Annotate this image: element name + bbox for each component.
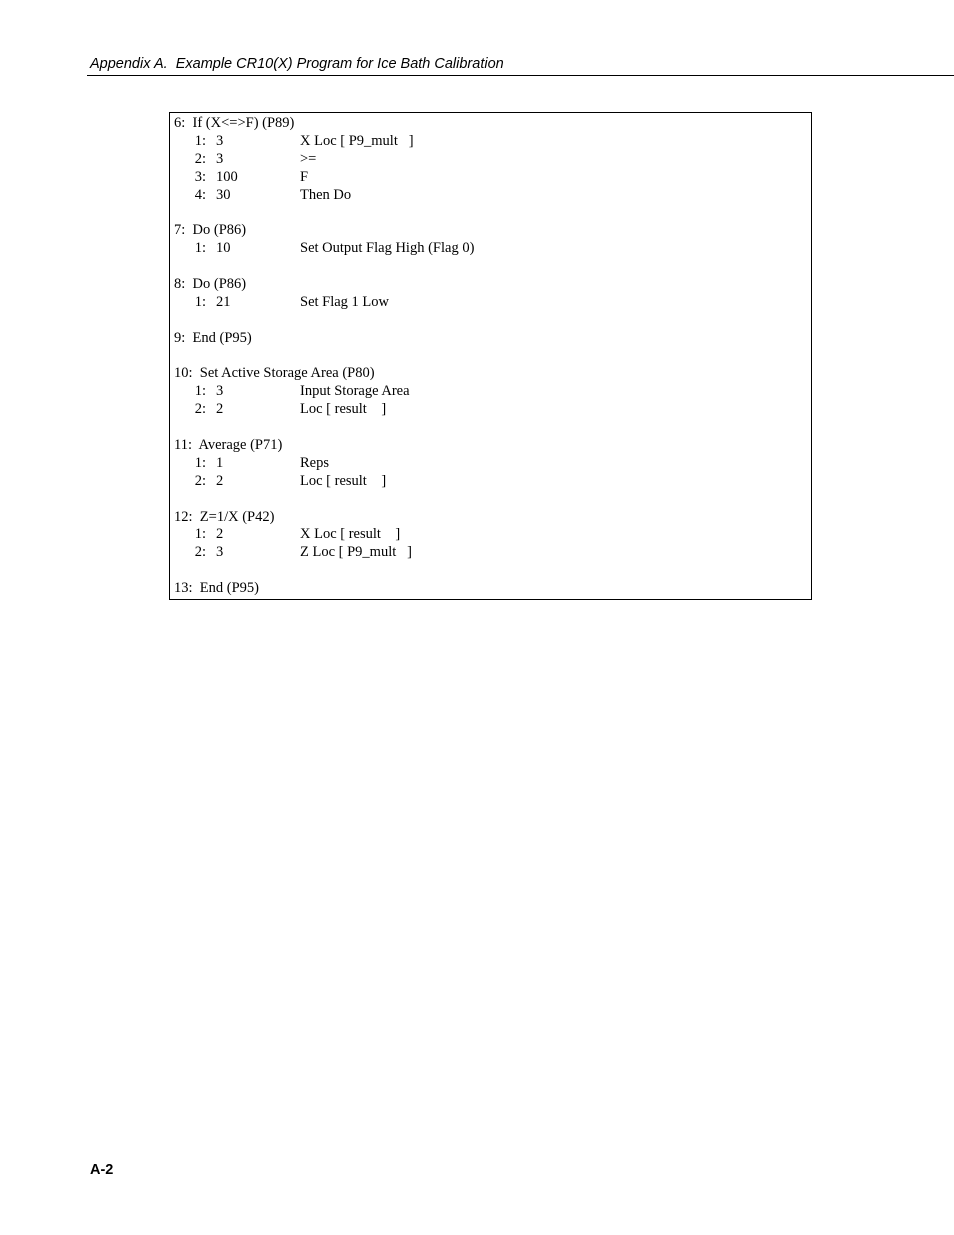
instruction-heading: 11: Average (P71) [174, 437, 283, 454]
blank-line [174, 419, 807, 437]
instruction-heading: 8: Do (P86) [174, 276, 247, 293]
instruction-heading: 7: Do (P86) [174, 222, 247, 239]
parameter-description: Z Loc [ P9_mult ] [300, 544, 412, 561]
parameter-description: Reps [300, 454, 329, 471]
blank-line [174, 348, 807, 366]
parameter-value: 10 [216, 240, 231, 257]
program-listing-box [169, 112, 812, 600]
parameter-index: 1: [194, 526, 206, 543]
instruction-heading: 12: Z=1/X (P42) [174, 508, 275, 525]
blank-line [174, 258, 807, 276]
parameter-index: 2: [194, 472, 206, 489]
parameter-row [174, 473, 807, 491]
parameter-description: X Loc [ P9_mult ] [300, 132, 414, 149]
page-number: A-2 [90, 1162, 114, 1178]
parameter-row [174, 133, 807, 151]
parameter-index: 4: [194, 186, 206, 203]
parameter-value: 30 [216, 186, 231, 203]
parameter-index: 2: [194, 150, 206, 167]
parameter-description: Set Flag 1 Low [300, 293, 390, 310]
parameter-value: 3 [216, 544, 224, 561]
program-listing [174, 115, 807, 598]
parameter-description: Loc [ result ] [300, 401, 387, 418]
parameter-value: 21 [216, 293, 231, 310]
blank-line [174, 312, 807, 330]
parameter-row [174, 383, 807, 401]
page-header-title: Appendix A. Example CR10(X) Program for Ice Bath Calibration [90, 56, 504, 72]
parameter-index: 1: [194, 454, 206, 471]
parameter-value: 3 [216, 383, 224, 400]
parameter-row [174, 401, 807, 419]
parameter-index: 1: [194, 240, 206, 257]
parameter-row [174, 187, 807, 205]
parameter-description: X Loc [ result ] [300, 526, 401, 543]
parameter-value: 2 [216, 472, 224, 489]
parameter-value: 3 [216, 132, 224, 149]
parameter-value: 2 [216, 526, 224, 543]
blank-line [174, 204, 807, 222]
parameter-index: 1: [194, 132, 206, 149]
instruction-heading: 6: If (X<=>F) (P89) [174, 115, 295, 131]
parameter-index: 1: [194, 383, 206, 400]
instruction-heading: 9: End (P95) [174, 329, 252, 346]
blank-line [174, 562, 807, 580]
parameter-row [174, 526, 807, 544]
parameter-value: 1 [216, 454, 224, 471]
header-divider [87, 75, 954, 76]
parameter-index: 2: [194, 544, 206, 561]
instruction-heading: 10: Set Active Storage Area (P80) [174, 365, 375, 382]
parameter-index: 2: [194, 401, 206, 418]
blank-line [174, 491, 807, 509]
parameter-index: 1: [194, 293, 206, 310]
parameter-description: F [300, 168, 309, 185]
parameter-description: Then Do [300, 186, 352, 203]
parameter-row [174, 240, 807, 258]
parameter-value: 3 [216, 150, 224, 167]
parameter-value: 2 [216, 401, 224, 418]
parameter-description: >= [300, 150, 317, 167]
parameter-row [174, 151, 807, 169]
parameter-index: 3: [194, 168, 206, 185]
parameter-description: Set Output Flag High (Flag 0) [300, 240, 475, 257]
parameter-row [174, 544, 807, 562]
instruction-heading: 13: End (P95) [174, 580, 259, 597]
parameter-row [174, 169, 807, 187]
parameter-row [174, 455, 807, 473]
parameter-description: Loc [ result ] [300, 472, 387, 489]
parameter-value: 100 [216, 168, 238, 185]
parameter-description: Input Storage Area [300, 383, 410, 400]
parameter-row [174, 294, 807, 312]
